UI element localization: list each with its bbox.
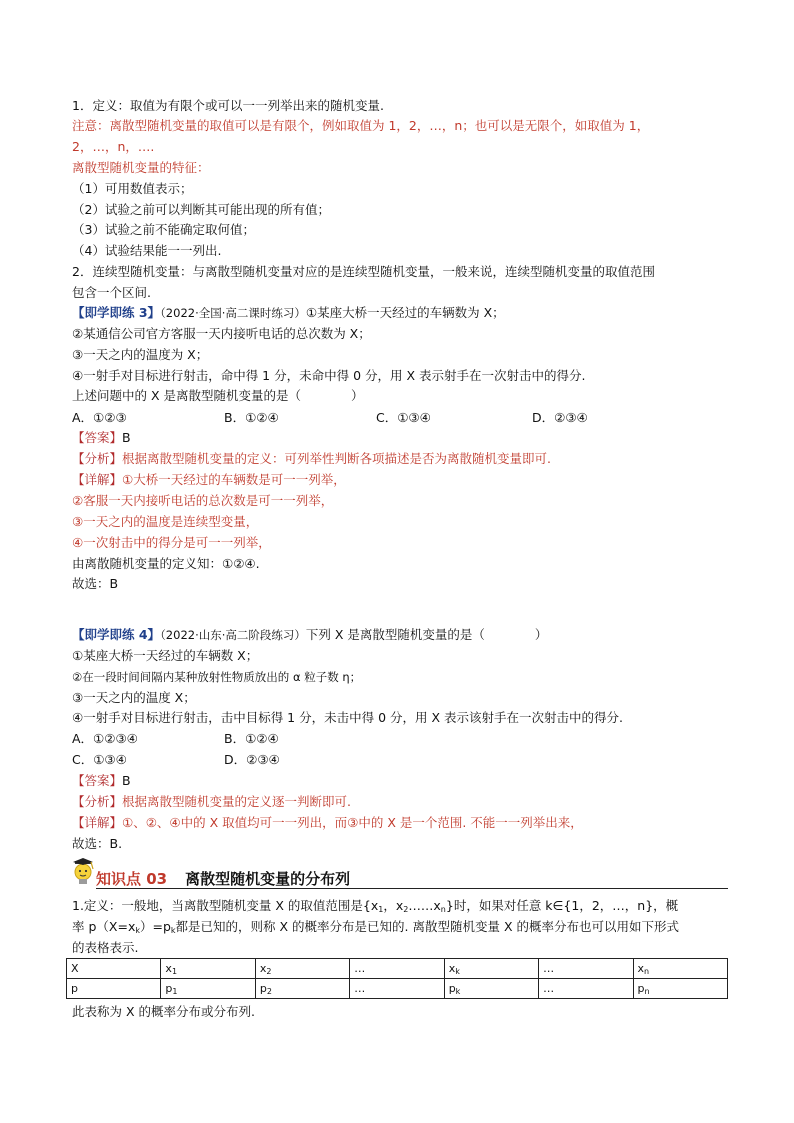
detail-1: ①大桥一天经过的车辆数是可一一列举， <box>122 472 346 487</box>
table-cell: $p_1$ <box>161 979 255 999</box>
option-c: C．①③④ <box>376 410 431 425</box>
answer-tag: 【答案】 <box>72 430 123 445</box>
feature-heading: 离散型随机变量的特征： <box>72 160 210 175</box>
exercise-4-q4: ④一射手对目标进行射击，击中目标得 1 分，未击中得 0 分，用 X 表示该射手在一次射击中的得分. <box>72 710 623 725</box>
section-title <box>96 868 350 889</box>
detail-1: ①、②、④中的 X 取值均可一一列出，而③中的 X 是一个范围. 不能一一列举出来， <box>122 815 583 830</box>
exercise-4-q3: ③一天之内的温度 X； <box>72 690 196 705</box>
exercise-4-options-row1 <box>72 729 472 749</box>
option-c: C．①③④ <box>72 752 127 767</box>
exercise-3-q1: ①某座大桥一天经过的车辆数为 X； <box>305 305 505 320</box>
table-cell: $p_n$ <box>633 979 727 999</box>
feature-2: （2）试验之前可以判断其可能出现的所有值； <box>72 202 330 217</box>
section-label: 知识点 03 <box>96 870 168 888</box>
exercise-3-source: （2022·全国·高二课时练习） <box>160 306 306 320</box>
exercise-3-q3: ③一天之内的温度为 X； <box>72 347 209 362</box>
exercise-3-header <box>72 303 505 323</box>
section-heading <box>72 858 728 890</box>
note-line: 注意：离散型随机变量的取值可以是有限个，例如取值为 1，2，…，n；也可以是无限个，如取值为 1， <box>72 118 650 133</box>
detail-3: ③一天之内的温度是连续型变量， <box>72 514 259 529</box>
exercise-4-answer <box>72 771 131 791</box>
exercise-4-header <box>72 625 547 645</box>
feature-1: （1）可用数值表示； <box>72 181 193 196</box>
table-cell: X <box>67 959 161 979</box>
option-d: D．②③④ <box>532 410 588 425</box>
exercise-4-tag: 【即学即练 4】 <box>72 627 161 642</box>
note-line-cont: 2，…，n，…. <box>72 139 155 154</box>
distribution-def-line2: 率 $p(X=x_k)=p_k$都是已知的，则称 X 的概率分布是已知的. 离散型随机变量 X 的概率分布也可以用如下形式 <box>72 919 680 935</box>
distribution-table <box>66 958 728 999</box>
distribution-table-caption: 此表称为 X 的概率分布或分布列. <box>72 1004 255 1019</box>
exercise-3-detail <box>72 470 346 490</box>
exercise-4-analysis <box>72 792 351 812</box>
analysis-text: 根据离散型随机变量的定义：可列举性判断各项描述是否为离散随机变量即可. <box>122 451 551 466</box>
feature-3: （3）试验之前不能确定取何值； <box>72 222 255 237</box>
detail-5: 由离散随机变量的定义知：①②④. <box>72 556 260 571</box>
table-cell: … <box>539 979 633 999</box>
table-cell: $p_k$ <box>444 979 538 999</box>
table-cell: $p_2$ <box>255 979 349 999</box>
detail-tag: 【详解】 <box>72 472 123 487</box>
option-b: B．①②④ <box>224 731 279 746</box>
answer-tag: 【答案】 <box>72 773 123 788</box>
continuous-def: 2．连续型随机变量：与离散型随机变量对应的是连续型随机变量，一般来说，连续型随机变量的取值范围 <box>72 264 655 279</box>
table-cell: … <box>350 979 444 999</box>
exercise-4-q1: ①某座大桥一天经过的车辆数 X； <box>72 648 259 663</box>
exercise-4-detail <box>72 813 583 833</box>
table-row <box>67 979 728 999</box>
answer-value: B <box>122 430 131 445</box>
distribution-def-line1: 1.定义：一般地，当离散型随机变量 X 的取值范围是{$x_1$，$x_2\dots\dots x_n$}时，如果对任意 k∈{1，2，…，n}，概 <box>72 898 679 914</box>
option-b: B．①②④ <box>224 410 279 425</box>
analysis-tag: 【分析】 <box>72 794 123 809</box>
exercise-4-options-row2 <box>72 750 472 770</box>
table-row <box>67 959 728 979</box>
feature-4: （4）试验结果能一一列出. <box>72 243 222 258</box>
analysis-tag: 【分析】 <box>72 451 123 466</box>
exercise-3-q2: ②某通信公司官方客服一天内接听电话的总次数为 X； <box>72 326 371 341</box>
exercise-4-stem: 下列 X 是离散型随机变量的是（ ） <box>305 627 548 642</box>
exercise-4-choose: 故选：B. <box>72 836 123 851</box>
lightbulb-icon <box>72 858 98 890</box>
exercise-4-source: （2022·山东·高二阶段练习） <box>160 628 306 642</box>
table-cell: $x_n$ <box>633 959 727 979</box>
answer-value: B <box>122 773 131 788</box>
table-cell: $x_k$ <box>444 959 538 979</box>
exercise-3-choose: 故选：B <box>72 576 119 591</box>
table-cell: … <box>350 959 444 979</box>
detail-tag: 【详解】 <box>72 815 123 830</box>
table-cell: $x_2$ <box>255 959 349 979</box>
exercise-3-tag: 【即学即练 3】 <box>72 305 161 320</box>
exercise-3-q4: ④一射手对目标进行射击，命中得 1 分，未命中得 0 分，用 X 表示射手在一次射击中的得分. <box>72 368 586 383</box>
option-d: D．②③④ <box>224 752 280 767</box>
heading-rule <box>96 888 728 889</box>
option-a: A．①②③ <box>72 410 127 425</box>
table-cell: p <box>67 979 161 999</box>
section-title-text: 离散型随机变量的分布列 <box>185 870 351 888</box>
exercise-3-options <box>72 408 728 428</box>
definition-line: 1．定义：取值为有限个或可以一一列举出来的随机变量. <box>72 98 384 113</box>
exercise-3-analysis <box>72 449 551 469</box>
distribution-def-line3: 的表格表示. <box>72 940 139 955</box>
detail-2: ②客服一天内接听电话的总次数是可一一列举， <box>72 493 334 508</box>
exercise-3-answer <box>72 428 131 448</box>
detail-4: ④一次射击中的得分是可一一列举， <box>72 535 271 550</box>
option-a: A．①②③④ <box>72 731 138 746</box>
exercise-4-q2: ②在一段时间间隔内某种放射性物质放出的 α 粒子数 η； <box>72 670 362 684</box>
table-cell: … <box>539 959 633 979</box>
analysis-text: 根据离散型随机变量的定义逐一判断即可. <box>122 794 351 809</box>
continuous-def-cont: 包含一个区间. <box>72 285 151 300</box>
exercise-3-q5: 上述问题中的 X 是离散型随机变量的是（ ） <box>72 388 364 403</box>
table-cell: $x_1$ <box>161 959 255 979</box>
